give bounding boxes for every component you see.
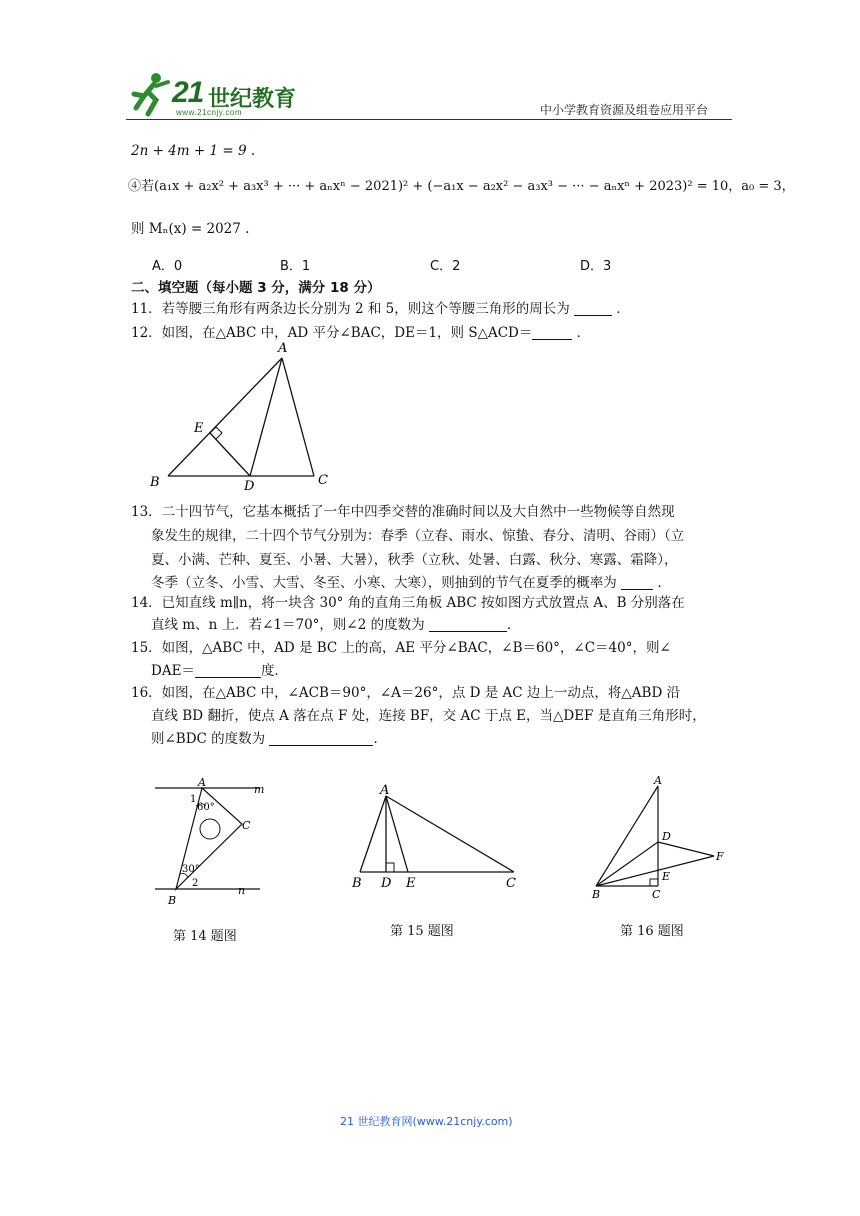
logo-text: 世纪教育 — [208, 87, 297, 112]
fig16-label-d: D — [662, 830, 671, 843]
fig14-label-m: m — [254, 783, 265, 796]
question-14-line-1: 14．已知直线 m∥n，将一块含 30° 角的直角三角板 ABC 按如图方式放置点 A、B 分别落在 — [131, 595, 685, 611]
fig14-label-a: A — [198, 776, 206, 789]
question-13-line-3: 夏、小满、芒种、夏至、小暑、大暑），秋季（立秋、处暑、白露、秋分、寒露、霜降）， — [151, 552, 678, 568]
q15-blank — [195, 663, 261, 678]
item-4-marker: ④ — [128, 179, 142, 194]
figure-q15 — [348, 784, 528, 892]
option-d: D．3 — [580, 259, 612, 274]
q13-blank — [621, 575, 653, 590]
section-2-title: 二、填空题（每小题 3 分，满分 18 分） — [131, 280, 381, 296]
fig15-label-d: D — [381, 876, 392, 891]
q14-text: 直线 m、n 上．若∠1＝70°，则∠2 的度数为 — [151, 617, 425, 633]
question-13-line-2: 象发生的规律，二十四个节气分别为：春季（立春、雨水、惊蛰、春分、清明、谷雨）（立 — [151, 528, 685, 544]
fig15-label-b: B — [352, 876, 362, 891]
fig14-label-c: C — [242, 819, 251, 832]
equation-line: 2n + 4m + 1 = 9 . — [131, 143, 256, 159]
question-14-line-2 — [151, 614, 520, 636]
fig12-label-d: D — [244, 479, 255, 490]
fig16-label-c: C — [652, 888, 661, 901]
fig14-label-1: 1 — [190, 794, 197, 805]
option-c: C．2 — [430, 259, 461, 274]
question-16-line-1: 16．如图，在△ABC 中，∠ACB＝90°，∠A＝26°，点 D 是 AC 边上一动点，将△ABD 沿 — [131, 685, 681, 701]
q16-text: 则∠BDC 的度数为 — [151, 731, 266, 747]
fig12-label-b: B — [150, 475, 160, 490]
header-logo — [126, 70, 296, 120]
q12-blank — [532, 325, 572, 340]
fig16-label-a: A — [654, 774, 662, 787]
q16-end: ． — [373, 731, 387, 747]
header-rule — [126, 119, 732, 120]
option-a: A．0 — [152, 259, 183, 274]
fig15-label-a: A — [380, 784, 390, 798]
option-b: B．1 — [280, 259, 311, 274]
figure-q16 — [586, 774, 726, 902]
fig15-label-e: E — [406, 876, 416, 891]
q14-end: ． — [506, 617, 521, 633]
q15-text: DAE＝ — [151, 663, 195, 679]
question-16-line-3 — [151, 728, 387, 750]
item-4-expression: 若(a₁x + a₂x² + a₃x³ + ··· + aₙxⁿ − 2021)² + (−a₁x − a₂x² − a₃x³ − ··· − aₙxⁿ + 2023)² = 10，a₀ = 3， — [141, 179, 795, 194]
fig14-label-60: 60° — [197, 802, 215, 813]
q11-end: ． — [616, 301, 630, 317]
question-15-line-1: 15．如图，△ABC 中，AD 是 BC 上的高，AE 平分∠BAC，∠B＝60°，∠C＝40°，则∠ — [131, 640, 671, 656]
figure-q14 — [150, 776, 270, 908]
question-13-line-4 — [151, 572, 671, 594]
fig14-label-2: 2 — [192, 878, 199, 889]
q12-text: 12．如图，在△ABC 中，AD 平分∠BAC，DE＝1，则 S△ACD＝ — [131, 325, 533, 341]
q11-blank — [574, 301, 612, 316]
item-4-conclusion: 则 Mₙ(x) = 2027 . — [131, 221, 250, 237]
fig15-label-c: C — [506, 876, 516, 891]
q13-text: 冬季（立冬、小雪、大雪、冬至、小寒、大寒），则抽到的节气在夏季的概率为 — [151, 575, 617, 591]
figure-q12 — [140, 338, 340, 490]
question-15-line-2 — [151, 660, 288, 682]
q14-blank — [429, 617, 507, 632]
fig16-label-e: E — [662, 870, 671, 883]
question-16-line-2: 直线 BD 翻折，使点 A 落在点 F 处，连接 BF，交 AC 于点 E，当△DEF 是直角三角形时， — [151, 708, 706, 724]
caption-fig14: 第 14 题图 — [173, 929, 237, 944]
q16-blank — [269, 731, 373, 746]
fig12-label-c: C — [318, 473, 328, 488]
item-4 — [128, 176, 795, 198]
fig12-label-e: E — [194, 421, 204, 436]
logo-number: 21 — [172, 76, 204, 109]
q12-end: ． — [576, 325, 591, 341]
fig14-label-b: B — [168, 894, 177, 907]
fig16-label-f: F — [716, 850, 724, 863]
question-13-line-1: 13．二十四节气，它基本概括了一年中四季交替的准确时间以及大自然中一些物候等自然现 — [131, 504, 675, 520]
q11-text: 11．若等腰三角形有两条边长分别为 2 和 5，则这个等腰三角形的周长为 — [131, 301, 570, 317]
fig14-label-n: n — [238, 884, 246, 897]
q15-end: 度． — [260, 663, 288, 679]
fig12-label-a: A — [278, 341, 288, 356]
caption-fig16: 第 16 题图 — [620, 924, 684, 939]
fig16-label-b: B — [592, 888, 601, 901]
footer-link[interactable]: 21 世纪教育网(www.21cnjy.com) — [340, 1115, 513, 1128]
caption-fig15: 第 15 题图 — [390, 924, 454, 939]
question-11 — [131, 298, 630, 320]
platform-name: 中小学教育资源及组卷应用平台 — [540, 103, 709, 117]
runner-logo-icon — [126, 70, 174, 118]
fig14-label-30: 30° — [182, 864, 200, 875]
q13-end: ． — [657, 575, 671, 591]
logo-url: www.21cnjy.com — [176, 108, 242, 117]
